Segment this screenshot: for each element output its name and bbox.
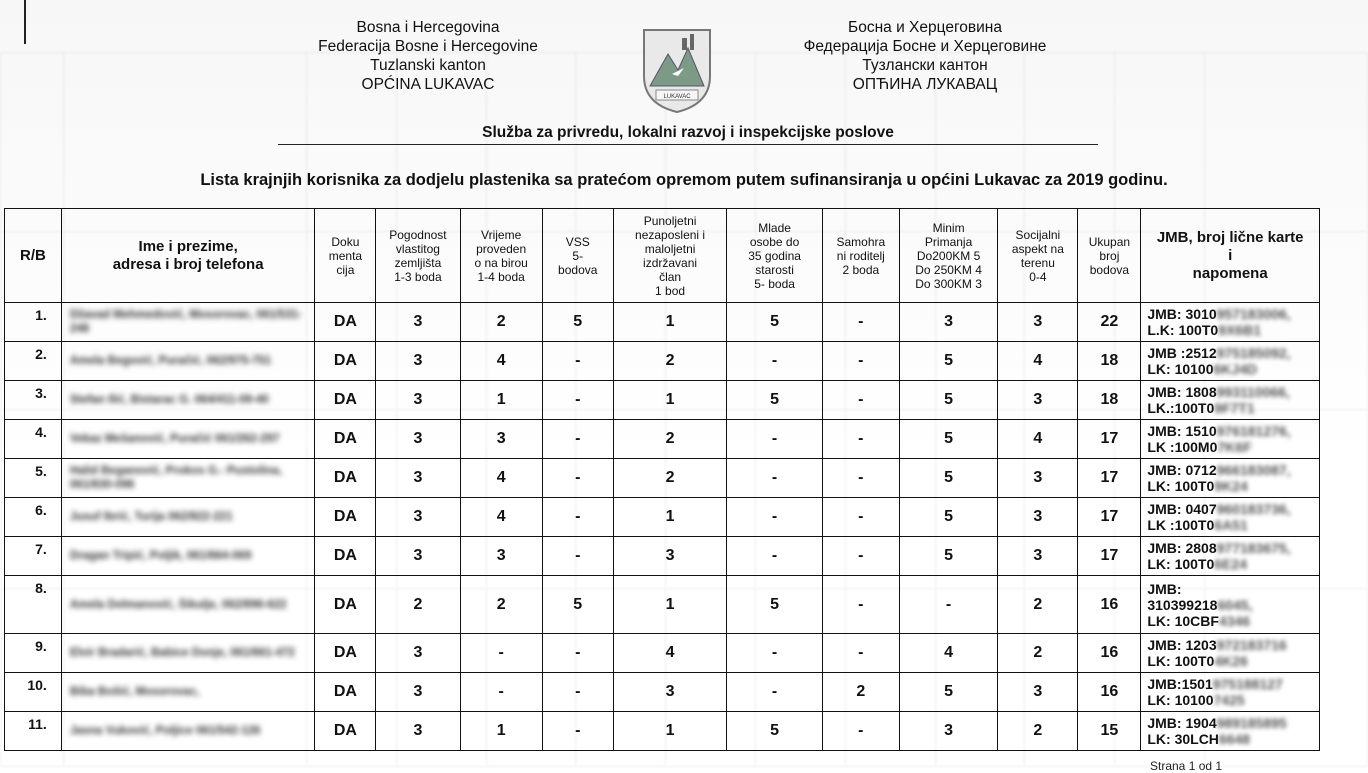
jmb-number: JMB: 3010 [1147, 306, 1217, 322]
single-parent-cell: 2 [822, 673, 899, 712]
jmb-number: JMB: 1808 [1147, 384, 1217, 400]
income-cell: 3 [899, 303, 997, 342]
vss-cell: - [542, 420, 613, 459]
table-row [5, 712, 1320, 751]
beneficiary-name [61, 537, 315, 576]
header-latin [283, 18, 573, 94]
row-number: 9. [5, 634, 62, 673]
bureau-cell: 2 [460, 303, 542, 342]
redacted-id-card: 7K6F [1217, 439, 1252, 455]
jmb-cell [1141, 634, 1320, 673]
header-line: ОПЋИНА ЛУКАВАЦ [852, 76, 998, 93]
header-jmb: JMB, broj lične karte i napomena [1141, 209, 1320, 303]
redacted-name-text: Amela Delmanović, Šikulje, 062/896-622 [69, 598, 287, 611]
page-footer: Strana 1 od 1 [1150, 759, 1223, 773]
municipality-crest-icon [638, 24, 716, 114]
redacted-jmb: 957183006, [1216, 306, 1291, 322]
table-row [5, 537, 1320, 576]
redacted-id-card: 9F7T1 [1214, 400, 1255, 416]
income-cell: - [899, 576, 997, 634]
redacted-jmb: 993110066, [1216, 384, 1290, 400]
table-row [5, 342, 1320, 381]
dependents-cell: 1 [613, 381, 727, 420]
document-header [0, 18, 1368, 108]
redacted-jmb: 976181276, [1216, 423, 1291, 439]
income-cell: 4 [899, 634, 997, 673]
header-bureau-time: Vrijeme proveden o na birou 1-4 boda [460, 209, 542, 303]
land-cell: 3 [376, 498, 460, 537]
row-number: 4. [5, 420, 62, 459]
single-parent-cell: - [822, 498, 899, 537]
redacted-id-card: 6A51 [1214, 517, 1248, 533]
redacted-jmb: 972183716 [1216, 637, 1287, 653]
social-cell: 2 [998, 634, 1078, 673]
service-underline [278, 144, 1098, 145]
land-cell: 3 [376, 381, 460, 420]
dependents-cell: 4 [613, 634, 727, 673]
total-cell: 22 [1078, 303, 1141, 342]
header-line: Tuzlanski kanton [370, 57, 486, 74]
documentation-cell: DA [315, 634, 376, 673]
bureau-cell: - [460, 634, 542, 673]
total-cell: 17 [1078, 459, 1141, 498]
crest-label: LUKAVAC [663, 94, 691, 100]
bureau-cell: 4 [460, 342, 542, 381]
social-cell: 4 [998, 420, 1078, 459]
single-parent-cell: - [822, 576, 899, 634]
table-header-row [5, 209, 1320, 303]
jmb-cell [1141, 576, 1320, 634]
jmb-number: JMB: 1203 [1147, 637, 1217, 653]
social-cell: 3 [998, 303, 1078, 342]
redacted-jmb: 977183675, [1216, 540, 1291, 556]
table-row [5, 381, 1320, 420]
vss-cell: - [542, 537, 613, 576]
documentation-cell: DA [315, 498, 376, 537]
social-cell: 4 [998, 342, 1078, 381]
jmb-cell [1141, 303, 1320, 342]
beneficiary-name [61, 712, 315, 751]
bureau-cell: 3 [460, 537, 542, 576]
beneficiary-name [61, 634, 315, 673]
header-documentation: Doku menta cija [315, 209, 376, 303]
header-line: Federacija Bosne i Hercegovine [318, 38, 538, 55]
beneficiary-name [61, 342, 315, 381]
dependents-cell: 3 [613, 673, 727, 712]
documentation-cell: DA [315, 537, 376, 576]
documentation-cell: DA [315, 576, 376, 634]
social-cell: 3 [998, 459, 1078, 498]
header-total: Ukupan broj bodova [1078, 209, 1141, 303]
jmb-cell [1141, 342, 1320, 381]
header-line: OPĆINA LUKAVAC [361, 76, 495, 93]
id-card-number: LK: 10100 [1147, 361, 1214, 377]
income-cell: 5 [899, 459, 997, 498]
beneficiary-name [61, 420, 315, 459]
jmb-number: JMB: 2808 [1147, 540, 1217, 556]
row-number: 8. [5, 576, 62, 634]
young-cell: 5 [727, 381, 822, 420]
total-cell: 16 [1078, 576, 1141, 634]
single-parent-cell: - [822, 634, 899, 673]
single-parent-cell: - [822, 712, 899, 751]
total-cell: 16 [1078, 673, 1141, 712]
income-cell: 5 [899, 673, 997, 712]
header-vss: VSS 5- bodova [542, 209, 613, 303]
land-cell: 3 [376, 459, 460, 498]
documentation-cell: DA [315, 342, 376, 381]
header-social: Socijalni aspekt na terenu 0-4 [998, 209, 1078, 303]
id-card-number: LK: 10100 [1147, 692, 1214, 708]
redacted-jmb: 960183736, [1216, 501, 1291, 517]
redacted-jmb: 989185895 [1216, 715, 1287, 731]
bureau-cell: 1 [460, 712, 542, 751]
header-line: Босна и Херцеговина [848, 19, 1002, 36]
jmb-cell [1141, 420, 1320, 459]
documentation-cell: DA [315, 381, 376, 420]
jmb-cell [1141, 673, 1320, 712]
row-number: 6. [5, 498, 62, 537]
row-number: 11. [5, 712, 62, 751]
land-cell: 2 [376, 576, 460, 634]
table-row [5, 303, 1320, 342]
list-title: Lista krajnjih korisnika za dodjelu plastenika sa pratećom opremom putem sufinansiranja u općini Lukavac za 2019 godinu. [200, 171, 1168, 189]
dependents-cell: 2 [613, 342, 727, 381]
redacted-name-text: Elvir Bradarić, Babice Donje, 061/661-472 [69, 647, 295, 659]
header-dependents: Punoljetni nezaposleni i maloljetni izdržavani član 1 bod [613, 209, 727, 303]
total-cell: 16 [1078, 634, 1141, 673]
young-cell: - [727, 420, 822, 459]
income-cell: 5 [899, 381, 997, 420]
jmb-number: JMB: 1904 [1147, 715, 1217, 731]
bureau-cell: 1 [460, 381, 542, 420]
land-cell: 3 [376, 537, 460, 576]
row-number: 1. [5, 303, 62, 342]
beneficiary-name [61, 498, 315, 537]
row-number: 3. [5, 381, 62, 420]
table-row [5, 634, 1320, 673]
row-number: 5. [5, 459, 62, 498]
young-cell: - [727, 459, 822, 498]
dependents-cell: 1 [613, 576, 727, 634]
bureau-cell: - [460, 673, 542, 712]
bureau-cell: 4 [460, 459, 542, 498]
income-cell: 3 [899, 712, 997, 751]
jmb-number: JMB: 0712 [1147, 462, 1217, 478]
vss-cell: - [542, 712, 613, 751]
redacted-name-text: Vekaz Mešanović, Puračić 061/262-297 [69, 433, 280, 445]
dependents-cell: 3 [613, 537, 727, 576]
dependents-cell: 2 [613, 459, 727, 498]
redacted-id-card: 9K24 [1214, 478, 1248, 494]
header-min-income: Minim Primanja Do200KM 5 Do 250KM 4 Do 300KM 3 [899, 209, 997, 303]
redacted-name-text: Dragan Tripić, Poljik, 061/664-069 [69, 550, 252, 562]
income-cell: 5 [899, 537, 997, 576]
land-cell: 3 [376, 634, 460, 673]
documentation-cell: DA [315, 459, 376, 498]
redacted-id-card: 7425 [1213, 692, 1245, 708]
redacted-name-text: Biba Bošić, Mosorovac, [69, 686, 200, 698]
land-cell: 3 [376, 342, 460, 381]
income-cell: 5 [899, 498, 997, 537]
id-card-number: LK: 100T0 [1147, 653, 1215, 669]
young-cell: 5 [727, 576, 822, 634]
bureau-cell: 4 [460, 498, 542, 537]
row-number: 7. [5, 537, 62, 576]
vss-cell: - [542, 673, 613, 712]
row-number: 10. [5, 673, 62, 712]
jmb-number: JMB: 0407 [1147, 501, 1217, 517]
header-single-parent: Samohra ni roditelj 2 boda [822, 209, 899, 303]
vss-cell: - [542, 459, 613, 498]
total-cell: 18 [1078, 342, 1141, 381]
redacted-id-card: 6KJ4D [1213, 361, 1258, 377]
land-cell: 3 [376, 303, 460, 342]
jmb-cell [1141, 712, 1320, 751]
vss-cell: - [542, 634, 613, 673]
land-cell: 3 [376, 712, 460, 751]
header-cyrillic [775, 18, 1075, 94]
jmb-number: JMB: 1510 [1147, 423, 1217, 439]
redacted-name-text: Halid Beganović, Prokos G.- Pustolina, 061/830-096 [69, 465, 282, 491]
total-cell: 17 [1078, 420, 1141, 459]
total-cell: 17 [1078, 498, 1141, 537]
single-parent-cell: - [822, 420, 899, 459]
table-row [5, 459, 1320, 498]
jmb-number: JMB :2512 [1147, 345, 1217, 361]
redacted-name-text: Jasna Vuković, Poljice 061/542-126 [69, 725, 261, 737]
vss-cell: 5 [542, 576, 613, 634]
total-cell: 15 [1078, 712, 1141, 751]
bureau-cell: 2 [460, 576, 542, 634]
single-parent-cell: - [822, 303, 899, 342]
id-card-number: LK: 100T0 [1147, 478, 1215, 494]
total-cell: 17 [1078, 537, 1141, 576]
jmb-cell [1141, 537, 1320, 576]
redacted-id-card: 4346 [1218, 612, 1251, 629]
social-cell: 3 [998, 673, 1078, 712]
id-card-number: LK: 10CBF [1147, 612, 1219, 629]
header-name: Ime i prezime, adresa i broj telefona [61, 209, 315, 303]
single-parent-cell: - [822, 342, 899, 381]
redacted-id-card: 6648 [1218, 731, 1251, 747]
social-cell: 3 [998, 381, 1078, 420]
id-card-number: LK: 30LCH [1147, 731, 1219, 747]
young-cell: - [727, 634, 822, 673]
vss-cell: - [542, 498, 613, 537]
header-text: R/B [19, 246, 46, 264]
vss-cell: - [542, 381, 613, 420]
land-cell: 3 [376, 673, 460, 712]
id-card-number: LK :100T0 [1147, 517, 1215, 533]
land-cell: 3 [376, 420, 460, 459]
redacted-jmb: 975188127 [1212, 676, 1283, 692]
header-rb [5, 209, 62, 303]
redacted-name-text: Džavad Mehmedović, Mosorovac, 061/531-248 [69, 309, 302, 335]
total-cell: 18 [1078, 381, 1141, 420]
redacted-jmb: 6045, [1217, 596, 1253, 613]
id-card-number: L.K: 100T0 [1147, 322, 1219, 338]
single-parent-cell: - [822, 381, 899, 420]
beneficiaries-table [4, 208, 1320, 751]
bureau-cell: 3 [460, 420, 542, 459]
table-row [5, 420, 1320, 459]
row-number: 2. [5, 342, 62, 381]
dependents-cell: 1 [613, 712, 727, 751]
young-cell: - [727, 498, 822, 537]
header-line: Федерација Босне и Херцеговине [803, 38, 1047, 55]
documentation-cell: DA [315, 673, 376, 712]
redacted-id-card: 6E24 [1214, 556, 1247, 572]
dependents-cell: 1 [613, 498, 727, 537]
documentation-cell: DA [315, 303, 376, 342]
social-cell: 3 [998, 498, 1078, 537]
table-row [5, 673, 1320, 712]
income-cell: 5 [899, 342, 997, 381]
dependents-cell: 2 [613, 420, 727, 459]
single-parent-cell: - [822, 459, 899, 498]
documentation-cell: DA [315, 420, 376, 459]
table-row [5, 576, 1320, 634]
dependents-cell: 1 [613, 303, 727, 342]
header-young: Mlade osobe do 35 godina starosti 5- boda [727, 209, 822, 303]
service-title: Služba za privredu, lokalni razvoj i inspekcijske poslove [482, 124, 894, 141]
header-land: Pogodnost vlastitog zemljišta 1-3 boda [376, 209, 460, 303]
jmb-cell [1141, 381, 1320, 420]
redacted-id-card: 9X6B1 [1218, 322, 1261, 338]
documentation-cell: DA [315, 712, 376, 751]
social-cell: 2 [998, 712, 1078, 751]
beneficiary-name [61, 381, 315, 420]
social-cell: 3 [998, 537, 1078, 576]
redacted-name-text: Jusuf Ibrić, Turija 062/822-221 [69, 511, 233, 523]
id-card-number: LK: 100T0 [1147, 556, 1215, 572]
single-parent-cell: - [822, 537, 899, 576]
beneficiary-name [61, 459, 315, 498]
young-cell: - [727, 342, 822, 381]
header-line: Bosna i Hercegovina [356, 19, 500, 36]
beneficiary-name [61, 303, 315, 342]
jmb-cell [1141, 459, 1320, 498]
jmb-label: JMB: [1147, 580, 1182, 597]
beneficiary-name [61, 673, 315, 712]
social-cell: 2 [998, 576, 1078, 634]
jmb-number: JMB:1501 [1147, 676, 1213, 692]
header-line: Тузлански кантон [862, 57, 988, 74]
young-cell: - [727, 537, 822, 576]
beneficiary-name [61, 576, 315, 634]
redacted-name-text: Stefan Ilić, Bistarac G. 064/411-09-40 [69, 394, 269, 406]
redacted-jmb: 975185092, [1216, 345, 1291, 361]
table-row [5, 498, 1320, 537]
young-cell: 5 [727, 712, 822, 751]
vss-cell: 5 [542, 303, 613, 342]
jmb-cell [1141, 498, 1320, 537]
redacted-jmb: 966183087, [1216, 462, 1291, 478]
young-cell: 5 [727, 303, 822, 342]
jmb-number: 310399218 [1147, 596, 1218, 613]
id-card-number: LK.:100T0 [1147, 400, 1215, 416]
income-cell: 5 [899, 420, 997, 459]
redacted-id-card: 4K26 [1214, 653, 1248, 669]
id-card-number: LK :100M0 [1147, 439, 1218, 455]
redacted-name-text: Amela Begović, Puračić, 062/975-751 [69, 355, 272, 367]
vss-cell: - [542, 342, 613, 381]
young-cell: - [727, 673, 822, 712]
